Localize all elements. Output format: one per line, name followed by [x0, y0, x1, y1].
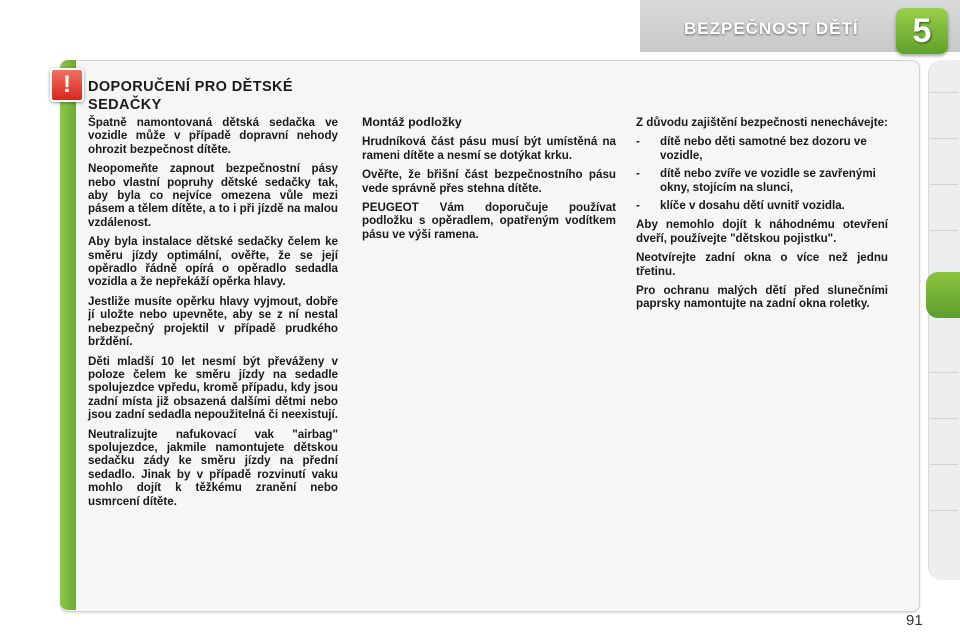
- paragraph: Pro ochranu malých dětí před slunečními paprsky namontujte na zadní okna roletky.: [636, 284, 888, 311]
- paragraph: Hrudníková část pásu musí být umístěná na rameni dítěte a nesmí se dotýkat krku.: [362, 135, 616, 162]
- side-tab-divider: [930, 230, 958, 231]
- list-item-text: klíče v dosahu dětí uvnitř vozidla.: [660, 199, 845, 213]
- exclamation-icon: !: [50, 68, 84, 102]
- side-tab-divider: [930, 510, 958, 511]
- list-item: [636, 167, 888, 194]
- header-band-left: [0, 0, 640, 52]
- side-tab-divider: [930, 184, 958, 185]
- section-title: DOPORUČENÍ PRO DĚTSKÉ SEDAČKY: [88, 79, 293, 113]
- paragraph: Neotvírejte zadní okna o více než jednu třetinu.: [636, 251, 888, 278]
- list-dash: -: [636, 135, 640, 149]
- text-column-3: [636, 116, 888, 317]
- page-number: 91: [906, 612, 923, 629]
- side-tab-divider: [930, 464, 958, 465]
- subsection-title: Montáž podložky: [362, 115, 462, 129]
- list-item-text: dítě nebo zvíře ve vozidle se zavřenými okny, stojícím na slunci,: [660, 167, 876, 194]
- paragraph: Aby byla instalace dětské sedačky čelem ke směru jízdy optimální, ověřte, že se její opěradlo řádně opírá o opěradlo sedadla vozidla a že nepřekáží opěrka hlavy.: [88, 235, 338, 289]
- paragraph: PEUGEOT Vám doporučuje používat podložku s opěradlem, opatřeným vodítkem pásu ve výši ramena.: [362, 201, 616, 241]
- paragraph-text: mezi pásem a tělem dítěte, a to i při jízdě na malou vzdálenost.: [88, 189, 338, 229]
- side-tab-divider: [930, 418, 958, 419]
- text-column-1: [88, 116, 338, 514]
- paragraph: Děti mladší 10 let nesmí být převáženy v poloze čelem ke směru jízdy na sedadle spolujezdce vpředu, kromě případu, kdy jsou zadní místa již obsazená dalšími dětmi nebo jsou zadní sedadla nepoužitelná či neexistují.: [88, 354, 338, 422]
- side-tab-chapter-5[interactable]: [926, 272, 960, 318]
- paragraph: Z důvodu zajištění bezpečnosti nenechávejte:: [636, 116, 888, 129]
- emphasis-text: aby byla co nejvíce omezena vůle: [88, 189, 303, 203]
- text-column-2: [362, 116, 616, 247]
- paragraph: Jestliže musíte opěrku hlavy vyjmout, dobře jí uložte nebo upevněte, aby se z ní nestal nebezpečný projektil v případě prudkého brždění.: [88, 294, 338, 349]
- warning-list: [636, 135, 888, 212]
- paragraph: Aby nemohlo dojít k náhodnému otevření dveří, používejte "dětskou pojistku".: [636, 218, 888, 245]
- list-item-text: dítě nebo děti samotné bez dozoru ve vozidle,: [660, 135, 867, 162]
- paragraph-text: Neopomeňte zapnout bezpečnostní pásy nebo vlastní popruhy dětské sedačky tak,: [88, 162, 338, 189]
- paragraph: [88, 162, 338, 229]
- list-item: [636, 199, 888, 212]
- list-dash: -: [636, 167, 640, 181]
- list-dash: -: [636, 199, 640, 213]
- green-accent-bar: [60, 60, 76, 610]
- chapter-title: BEZPEČNOST DĚTÍ: [684, 19, 859, 38]
- paragraph: Špatně namontovaná dětská sedačka ve vozidle může v případě dopravní nehody ohrozit bezpečnost dítěte.: [88, 116, 338, 156]
- side-tab-divider: [930, 138, 958, 139]
- chapter-number-badge: 5: [896, 8, 948, 54]
- paragraph: Neutralizujte nafukovací vak "airbag" spolujezdce, jakmile namontujete dětskou sedačku zády ke směru jízdy na přední sedadlo. Jinak by v případě rozvinutí vaku mohlo dojít k těžkému zranění nebo usmrcení dítěte.: [88, 427, 338, 508]
- paragraph: Ověřte, že břišní část bezpečnostního pásu vede správně přes stehna dítěte.: [362, 168, 616, 195]
- side-tab-divider: [930, 92, 958, 93]
- side-tab-divider: [930, 372, 958, 373]
- list-item: [636, 135, 888, 162]
